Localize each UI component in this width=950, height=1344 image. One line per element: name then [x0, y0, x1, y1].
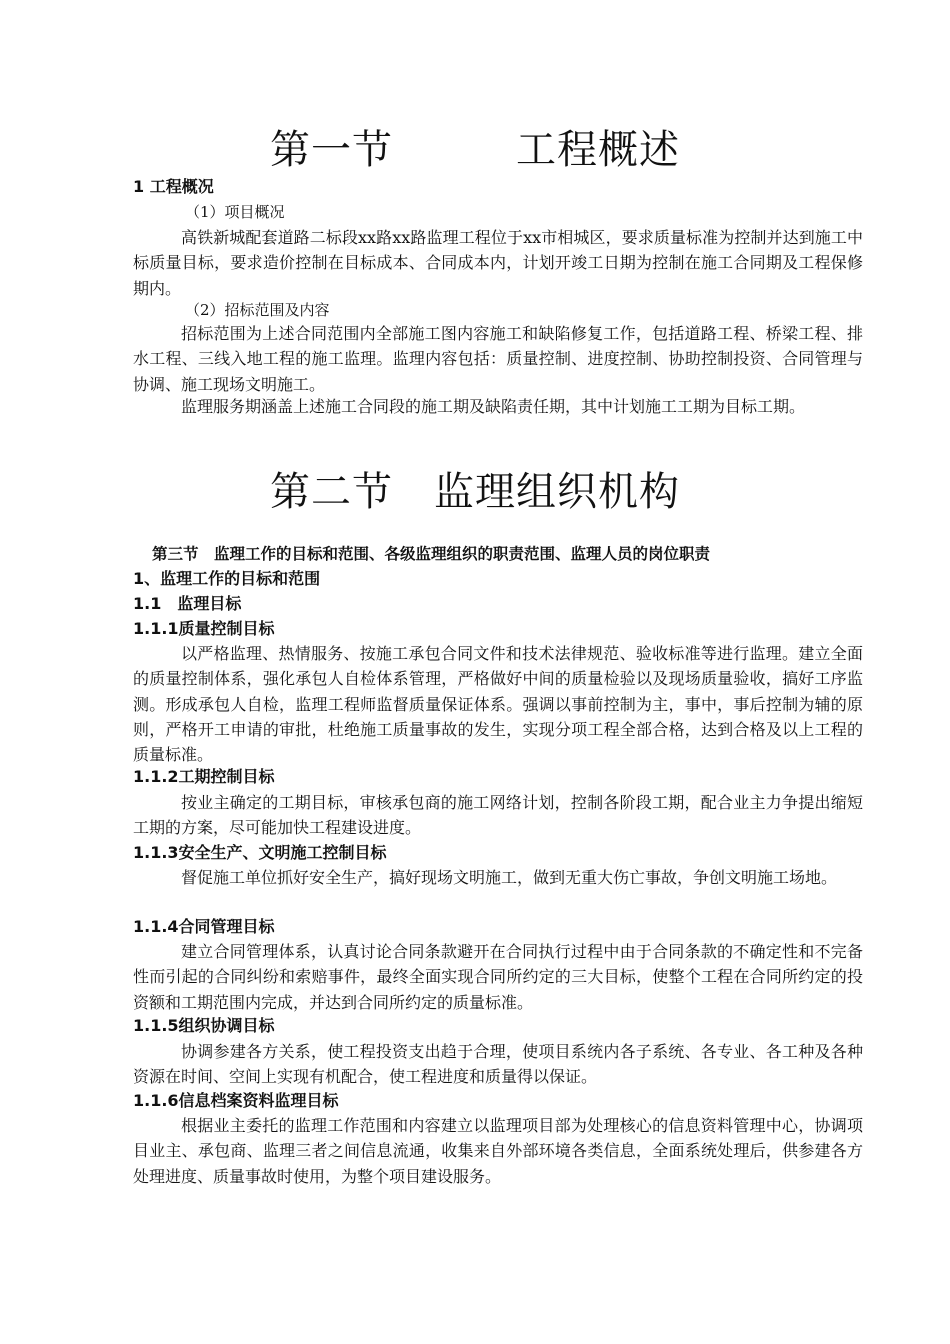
paragraph-contract-management: 建立合同管理体系，认真讨论合同条款避开在合同执行过程中由于合同条款的不确定性和不完备性而引起的合同纠纷和索赔事件，最终全面实现合同所约定的三大目标，使整个工程在合同所约定的投资额和工期范围内完成，并达到合同所约定的质量标准。: [133, 942, 863, 1012]
heading-schedule-control: 1.1.2工期控制目标: [133, 767, 275, 786]
heading-quality-control: 1.1.1质量控制目标: [133, 619, 275, 638]
heading-contract-management: 1.1.4合同管理目标: [133, 917, 275, 936]
paragraph-schedule-control: 按业主确定的工期目标，审核承包商的施工网络计划，控制各阶段工期，配合业主力争提出缩短工期的方案，尽可能加快工程建设进度。: [133, 793, 863, 838]
paragraph-coordination: 协调参建各方关系，使工程投资支出趋于合理，使项目系统内各子系统、各专业、各工种及各种资源在时间、空间上实现有机配合，使工程进度和质量得以保证。: [133, 1042, 863, 1087]
heading-safety-control: 1.1.3安全生产、文明施工控制目标: [133, 843, 387, 862]
paragraph-information-archive: 根据业主委托的监理工作范围和内容建立以监理项目部为处理核心的信息资料管理中心，协调项目业主、承包商、监理三者之间信息流通，收集来自外部环境各类信息，全面系统处理后，供参建各方处理进度、质量事故时使用，为整个项目建设服务。: [133, 1116, 863, 1186]
heading-supervision-goals: 1.1 监理目标: [133, 594, 242, 613]
heading-information-archive: 1.1.6信息档案资料监理目标: [133, 1091, 339, 1110]
section3-title: 第三节 监理工作的目标和范围、各级监理组织的职责范围、监理人员的岗位职责: [152, 545, 711, 563]
paragraph-service-period: 监理服务期涵盖上述施工合同段的施工期及缺陷责任期，其中计划施工工期为目标工期。: [181, 397, 806, 416]
section2-title: 第二节 监理组织机构: [270, 469, 680, 515]
paragraph-bidding-scope: 招标范围为上述合同范围内全部施工图内容施工和缺陷修复工作，包括道路工程、桥梁工程、排水工程、三线入地工程的施工监理。监理内容包括：质量控制、进度控制、协助控制投资、合同管理与协调、施工现场文明施工。: [133, 324, 863, 394]
heading-goals-scope: 1、监理工作的目标和范围: [133, 569, 321, 588]
subheading-project-overview: （1）项目概况: [185, 203, 285, 221]
subheading-bidding-scope: （2）招标范围及内容: [185, 301, 330, 319]
paragraph-quality-control: 以严格监理、热情服务、按施工承包合同文件和技术法律规范、验收标准等进行监理。建立全面的质量控制体系，强化承包人自检体系管理，严格做好中间的质量检验以及现场质量验收，搞好工序监测。形成承包人自检，监理工程师监督质量保证体系。强调以事前控制为主，事中，事后控制为辅的原则，严格开工申请的审批，杜绝施工质量事故的发生，实现分项工程全部合格，达到合格及以上工程的质量标准。: [133, 644, 863, 765]
paragraph-project-overview: 高铁新城配套道路二标段xx路xx路监理工程位于xx市相城区，要求质量标准为控制并达到施工中标质量目标，要求造价控制在目标成本、合同成本内，计划开竣工日期为控制在施工合同期及工程保修期内。: [133, 228, 863, 298]
section1-title: 第一节 工程概述: [270, 127, 680, 173]
paragraph-safety-control: 督促施工单位抓好安全生产，搞好现场文明施工，做到无重大伤亡事故，争创文明施工场地。: [181, 868, 838, 887]
section1-heading: 1 工程概况: [133, 177, 214, 196]
heading-coordination: 1.1.5组织协调目标: [133, 1016, 275, 1035]
